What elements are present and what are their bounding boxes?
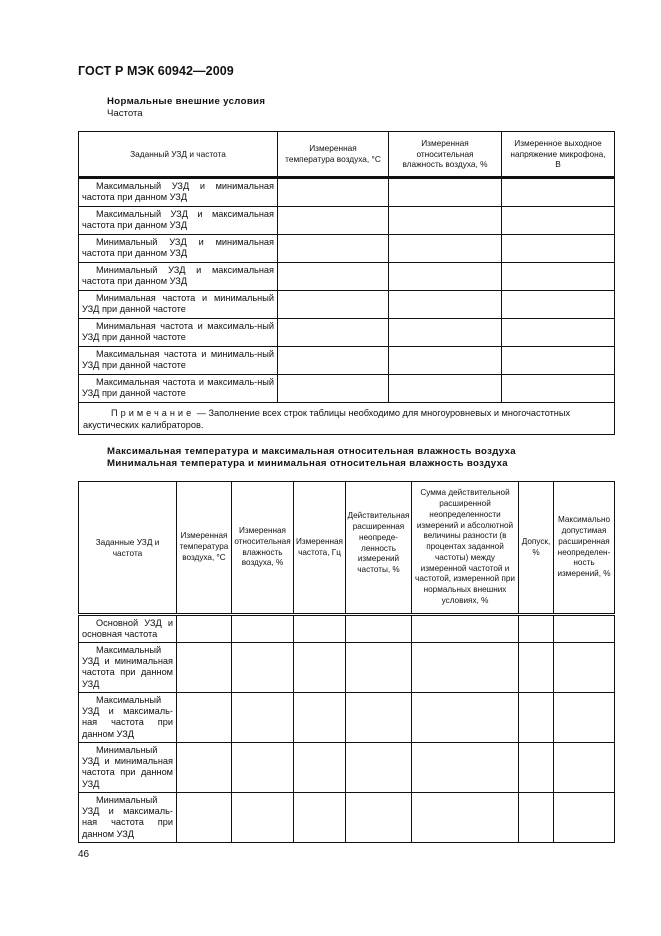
row-label: Минимальный УЗД и минимальная частота при данном УЗД bbox=[79, 743, 177, 793]
temperature-cell[interactable] bbox=[278, 291, 389, 319]
data-cell[interactable] bbox=[412, 793, 519, 843]
column-header: Измеренная частота, Гц bbox=[294, 482, 346, 615]
data-cell[interactable] bbox=[294, 643, 346, 693]
data-cell[interactable] bbox=[412, 643, 519, 693]
column-header: Допуск, % bbox=[519, 482, 554, 615]
data-cell[interactable] bbox=[232, 793, 294, 843]
table-row bbox=[79, 319, 615, 347]
table-row bbox=[79, 793, 615, 843]
section1-subheading: Частота bbox=[107, 108, 143, 119]
data-cell[interactable] bbox=[346, 643, 412, 693]
row-label: Максимальный УЗД и минимальная частота при данном УЗД bbox=[79, 643, 177, 693]
data-cell[interactable] bbox=[232, 693, 294, 743]
row-label: Максимальный УЗД и максималь-ная частота при данном УЗД bbox=[79, 693, 177, 743]
humidity-cell[interactable] bbox=[389, 347, 502, 375]
note-text: — Заполнение всех строк таблицы необходимо для многоуровневых и многочастотных акустических калибраторов. bbox=[83, 408, 571, 430]
voltage-cell[interactable] bbox=[502, 207, 615, 235]
humidity-cell[interactable] bbox=[389, 207, 502, 235]
data-cell[interactable] bbox=[554, 615, 615, 643]
data-cell[interactable] bbox=[346, 693, 412, 743]
column-header: Сумма действительной расширенной неопределенности измерений и абсолютной величины разности (в процентах заданной частоты) между измеренной частотой и частотой, измеренной при нормальных внешних условиях, % bbox=[412, 482, 519, 615]
data-cell[interactable] bbox=[177, 743, 232, 793]
section1-heading: Нормальные внешние условия bbox=[107, 96, 266, 107]
humidity-cell[interactable] bbox=[389, 178, 502, 207]
column-header: Измеренная температура воздуха, °С bbox=[278, 132, 389, 178]
row-label: Минимальная частота и максималь-ный УЗД при данной частоте bbox=[79, 319, 278, 347]
voltage-cell[interactable] bbox=[502, 235, 615, 263]
data-cell[interactable] bbox=[554, 693, 615, 743]
table-row bbox=[79, 291, 615, 319]
humidity-cell[interactable] bbox=[389, 375, 502, 403]
data-cell[interactable] bbox=[294, 615, 346, 643]
data-cell[interactable] bbox=[412, 693, 519, 743]
temperature-cell[interactable] bbox=[278, 319, 389, 347]
temperature-cell[interactable] bbox=[278, 375, 389, 403]
voltage-cell[interactable] bbox=[502, 291, 615, 319]
data-cell[interactable] bbox=[346, 615, 412, 643]
page-number: 46 bbox=[78, 849, 90, 860]
data-cell[interactable] bbox=[177, 693, 232, 743]
table-row bbox=[79, 615, 615, 643]
row-label: Основной УЗД и основная частота bbox=[79, 615, 177, 643]
table-row bbox=[79, 643, 615, 693]
temperature-cell[interactable] bbox=[278, 235, 389, 263]
column-header: Измеренная относительная влажность воздуха, % bbox=[232, 482, 294, 615]
temperature-cell[interactable] bbox=[278, 263, 389, 291]
temperature-cell[interactable] bbox=[278, 347, 389, 375]
humidity-cell[interactable] bbox=[389, 263, 502, 291]
data-cell[interactable] bbox=[554, 793, 615, 843]
table-note bbox=[79, 403, 615, 435]
column-header: Максимально допустимая расширенная неопределен-ность измерений, % bbox=[554, 482, 615, 615]
temperature-cell[interactable] bbox=[278, 178, 389, 207]
row-label: Минимальная частота и минимальный УЗД при данной частоте bbox=[79, 291, 278, 319]
data-cell[interactable] bbox=[519, 615, 554, 643]
table-header-row bbox=[79, 482, 615, 615]
table-row bbox=[79, 263, 615, 291]
column-header: Заданный УЗД и частота bbox=[79, 132, 278, 178]
note-label: Примечание bbox=[111, 408, 195, 418]
data-cell[interactable] bbox=[346, 743, 412, 793]
row-label: Минимальный УЗД и максималь-ная частота при данном УЗД bbox=[79, 793, 177, 843]
data-cell[interactable] bbox=[554, 643, 615, 693]
voltage-cell[interactable] bbox=[502, 263, 615, 291]
data-cell[interactable] bbox=[232, 643, 294, 693]
table-row bbox=[79, 235, 615, 263]
row-label: Максимальная частота и минималь-ный УЗД при данной частоте bbox=[79, 347, 278, 375]
normal-conditions-table bbox=[78, 131, 615, 435]
data-cell[interactable] bbox=[294, 743, 346, 793]
temperature-cell[interactable] bbox=[278, 207, 389, 235]
data-cell[interactable] bbox=[519, 643, 554, 693]
humidity-cell[interactable] bbox=[389, 319, 502, 347]
data-cell[interactable] bbox=[412, 615, 519, 643]
table-row bbox=[79, 347, 615, 375]
humidity-cell[interactable] bbox=[389, 291, 502, 319]
table-note-row bbox=[79, 403, 615, 435]
voltage-cell[interactable] bbox=[502, 178, 615, 207]
data-cell[interactable] bbox=[177, 793, 232, 843]
table-row bbox=[79, 693, 615, 743]
data-cell[interactable] bbox=[232, 743, 294, 793]
column-header: Измеренное выходное напряжение микрофона, В bbox=[502, 132, 615, 178]
data-cell[interactable] bbox=[519, 793, 554, 843]
section2-heading-line2: Минимальная температура и минимальная относительная влажность воздуха bbox=[107, 458, 508, 469]
voltage-cell[interactable] bbox=[502, 319, 615, 347]
humidity-cell[interactable] bbox=[389, 235, 502, 263]
voltage-cell[interactable] bbox=[502, 375, 615, 403]
data-cell[interactable] bbox=[519, 743, 554, 793]
data-cell[interactable] bbox=[519, 693, 554, 743]
data-cell[interactable] bbox=[294, 793, 346, 843]
data-cell[interactable] bbox=[346, 793, 412, 843]
table-row bbox=[79, 375, 615, 403]
voltage-cell[interactable] bbox=[502, 347, 615, 375]
data-cell[interactable] bbox=[177, 615, 232, 643]
row-label: Минимальный УЗД и максимальная частота при данном УЗД bbox=[79, 263, 278, 291]
column-header: Заданные УЗД и частота bbox=[79, 482, 177, 615]
column-header: Действительная расширенная неопреде-ленность измерений частоты, % bbox=[346, 482, 412, 615]
data-cell[interactable] bbox=[294, 693, 346, 743]
table-row bbox=[79, 207, 615, 235]
column-header: Измеренная относительная влажность воздуха, % bbox=[389, 132, 502, 178]
table-row bbox=[79, 178, 615, 207]
row-label: Максимальная частота и максималь-ный УЗД при данной частоте bbox=[79, 375, 278, 403]
section2-heading-line1: Максимальная температура и максимальная относительная влажность воздуха bbox=[107, 446, 516, 457]
row-label: Максимальный УЗД и минимальная частота при данном УЗД bbox=[79, 178, 278, 207]
table-row bbox=[79, 743, 615, 793]
table-header-row bbox=[79, 132, 615, 178]
data-cell[interactable] bbox=[177, 643, 232, 693]
row-label: Максимальный УЗД и максимальная частота при данном УЗД bbox=[79, 207, 278, 235]
data-cell[interactable] bbox=[232, 615, 294, 643]
extreme-conditions-table bbox=[78, 481, 615, 843]
row-label: Минимальный УЗД и минимальная частота при данном УЗД bbox=[79, 235, 278, 263]
data-cell[interactable] bbox=[554, 743, 615, 793]
data-cell[interactable] bbox=[412, 743, 519, 793]
document-standard-id: ГОСТ Р МЭК 60942—2009 bbox=[78, 64, 234, 78]
column-header: Измеренная температура воздуха, °С bbox=[177, 482, 232, 615]
